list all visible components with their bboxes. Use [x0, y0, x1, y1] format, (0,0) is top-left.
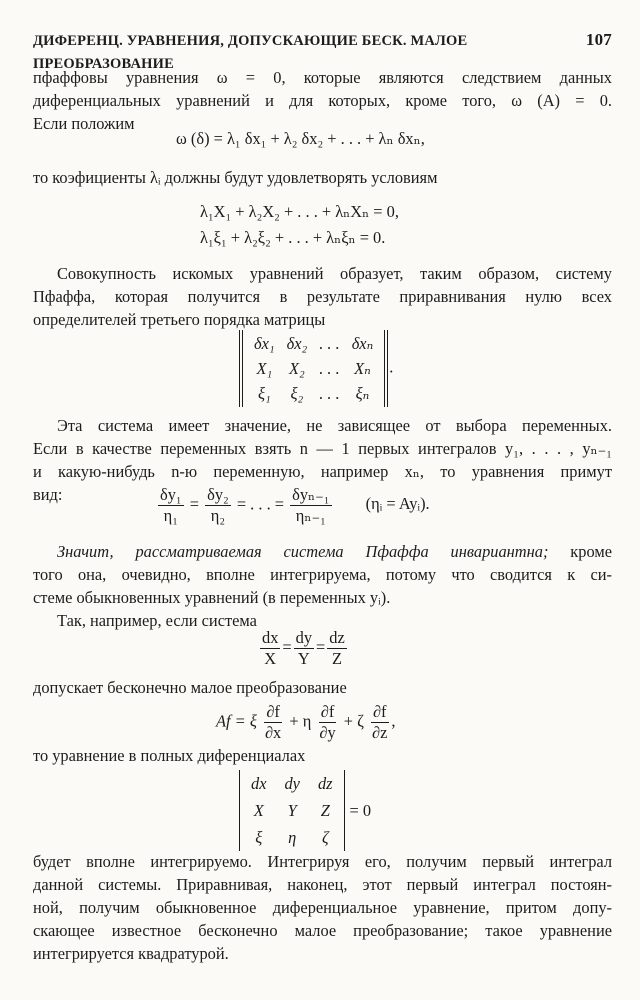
page-number: 107 — [585, 30, 612, 49]
matrix-pfaff-period: . — [389, 357, 394, 377]
text-line: допускает бесконечно малое преобразование — [33, 678, 347, 697]
fraction-denominator: ηₙ₋₁ — [295, 506, 326, 525]
text-line: то уравнение в полных диференциалах — [33, 746, 306, 765]
text-line: интегрируется квадратурой. — [33, 944, 229, 963]
equation-conditions-2: λ₁ξ₁ + λ₂ξ₂ + . . . + λₙξₙ = 0. — [200, 228, 386, 247]
text-fragment: кроме — [548, 542, 612, 561]
determinant-total-differential — [238, 770, 371, 851]
matrix-cell: X₁ — [256, 359, 273, 378]
matrix-cell: ξₙ — [355, 384, 370, 403]
text-line: Совокупность искомых уравнений образует, таким образом, систему — [57, 264, 612, 283]
equation-conditions-1: λ₁X₁ + λ₂X₂ + . . . + λₙXₙ = 0, — [200, 202, 399, 221]
matrix-cell: Xₙ — [354, 359, 371, 378]
equation-omega: ω (δ) = λ₁ δx₁ + λ₂ δx₂ + . . . + λₙ δxₙ, — [176, 129, 425, 148]
paragraph-2 — [33, 166, 612, 189]
text-line: то коэфициенты λᵢ должны будут удовлетворять условиям — [33, 168, 438, 187]
fraction-numerator: ∂f — [320, 702, 335, 721]
equation-transformation — [216, 702, 396, 743]
text-line: ной, получим обыкновенное диференциальное уравнение, притом допу- — [33, 898, 612, 917]
equation-definition: (ηᵢ = Ayᵢ). — [365, 494, 430, 514]
text-line: скающее известное бесконечно малое преобразование; такое уравнение — [33, 921, 612, 940]
paragraph-6 — [33, 676, 612, 699]
text-line: пфаффовы уравнения ω = 0, которые являются следствием данных — [33, 68, 612, 87]
equation-system: $\frac{\text{δy₁}}{\text{η₁}}$ = $\frac{\text{δy₂}}{\text{η₂}}$ = . . . = $\frac{\text{δyₙ₋₁}}{\text{ηₙ₋₁}}$ (ηᵢ = Ayᵢ). — [160, 485, 430, 525]
matrix-cell: ξ₂ — [290, 384, 304, 403]
fraction-numerator: δyₙ₋₁ — [292, 485, 330, 504]
text-line: и какую-нибудь n-ю переменную, например xₙ, то уравнения примут — [33, 462, 612, 481]
equation-comma: , — [391, 711, 396, 731]
paragraph-3 — [33, 262, 612, 331]
text-line: вид: — [33, 485, 63, 504]
fraction-numerator: ∂f — [372, 702, 387, 721]
fraction-denominator: ∂z — [372, 723, 388, 742]
fraction-denominator: X — [264, 649, 277, 668]
fraction-numerator: ∂f — [266, 702, 280, 721]
text-line: Эта система имеет значение, не зависящее от выбора переменных. — [57, 416, 612, 435]
matrix-cell: ξ — [255, 828, 263, 847]
fraction-numerator: dz — [329, 628, 345, 647]
text-line: диференциальных уравнений и для которых, кроме того, ω (A) = 0. — [33, 91, 612, 110]
matrix-cell: dy — [284, 774, 300, 793]
fraction-denominator: η₂ — [210, 506, 226, 525]
text-line: будет вполне интегрируемо. Интегрируя его, получим первый интеграл — [33, 852, 612, 871]
text-line: определителей третьего порядка матрицы — [33, 310, 326, 329]
matrix-cell: δx₁ — [254, 334, 275, 353]
matrix-cell: δxₙ — [351, 334, 374, 353]
paragraph-5 — [33, 540, 612, 632]
matrix-pfaff — [238, 330, 393, 407]
matrix-cell: Y — [287, 801, 297, 820]
fraction-numerator: dy — [295, 628, 313, 647]
paragraph-1 — [33, 66, 612, 135]
fraction-numerator: δy₂ — [207, 485, 229, 504]
matrix-cell: Z — [320, 801, 330, 820]
equation-term: + ζ — [343, 711, 364, 731]
fraction-denominator: ∂x — [264, 723, 282, 742]
fraction-numerator: dx — [262, 628, 279, 647]
fraction-denominator: Z — [332, 649, 343, 668]
italic-statement: Значит, рассматриваемая система Пфаффа инвариантна; — [57, 542, 549, 561]
paragraph-7 — [33, 744, 612, 767]
matrix-cell: . . . — [319, 384, 340, 403]
text-line: Если в качестве переменных взять n — 1 первых интегралов y₁, . . . , yₙ₋₁ — [33, 439, 612, 458]
matrix-cell: dx — [251, 774, 267, 793]
equation-left: Af = ξ — [216, 711, 257, 731]
fraction-denominator: Y — [297, 649, 310, 668]
header-title: ДИФЕРЕНЦ. УРАВНЕНИЯ, ДОПУСКАЮЩИЕ БЕСК. МАЛОЕ ПРЕОБРАЗОВАНИЕ — [33, 33, 468, 72]
matrix-cell: ζ — [321, 828, 329, 847]
matrix-pfaff-grid — [244, 330, 383, 407]
matrix-cell: δx₂ — [286, 334, 308, 353]
matrix-cell: X — [253, 801, 264, 820]
fraction-denominator: ∂y — [319, 723, 336, 742]
equation-dx-dy-dz: $\frac{dx}{X}$ = $\frac{dy}{Y}$ = $\frac{dz}{Z}$ — [262, 628, 345, 668]
fraction-denominator: η₁ — [163, 506, 178, 525]
determinant-equals-zero: = 0 — [349, 801, 372, 820]
text-line: стеме обыкновенных уравнений (в переменных yᵢ). — [33, 588, 391, 607]
paragraph-8 — [33, 850, 612, 965]
text-line — [33, 540, 612, 563]
matrix-cell: X₂ — [289, 359, 305, 378]
matrix-cell: dz — [317, 774, 333, 793]
matrix-cell: ξ₁ — [257, 384, 271, 403]
determinant-grid — [241, 770, 343, 851]
text-line: того она, очевидно, вполне интегрируема, потому что сводится к си- — [33, 565, 612, 584]
equation-term: + η — [289, 711, 312, 731]
text-line: Пфаффа, которая получится в результате приравнивания нулю всех — [33, 287, 612, 306]
matrix-cell: η — [288, 828, 297, 847]
text-line: Так, например, если система — [57, 611, 257, 630]
equation-ellipsis: = . . . = — [236, 494, 285, 514]
text-line: данной системы. Приравнивая, наконец, этот первый интеграл постоян- — [33, 875, 612, 894]
fraction-numerator: δy₁ — [160, 485, 182, 504]
matrix-cell: . . . — [319, 334, 340, 353]
matrix-cell: . . . — [319, 359, 340, 378]
text-line: Если положим — [33, 114, 135, 133]
